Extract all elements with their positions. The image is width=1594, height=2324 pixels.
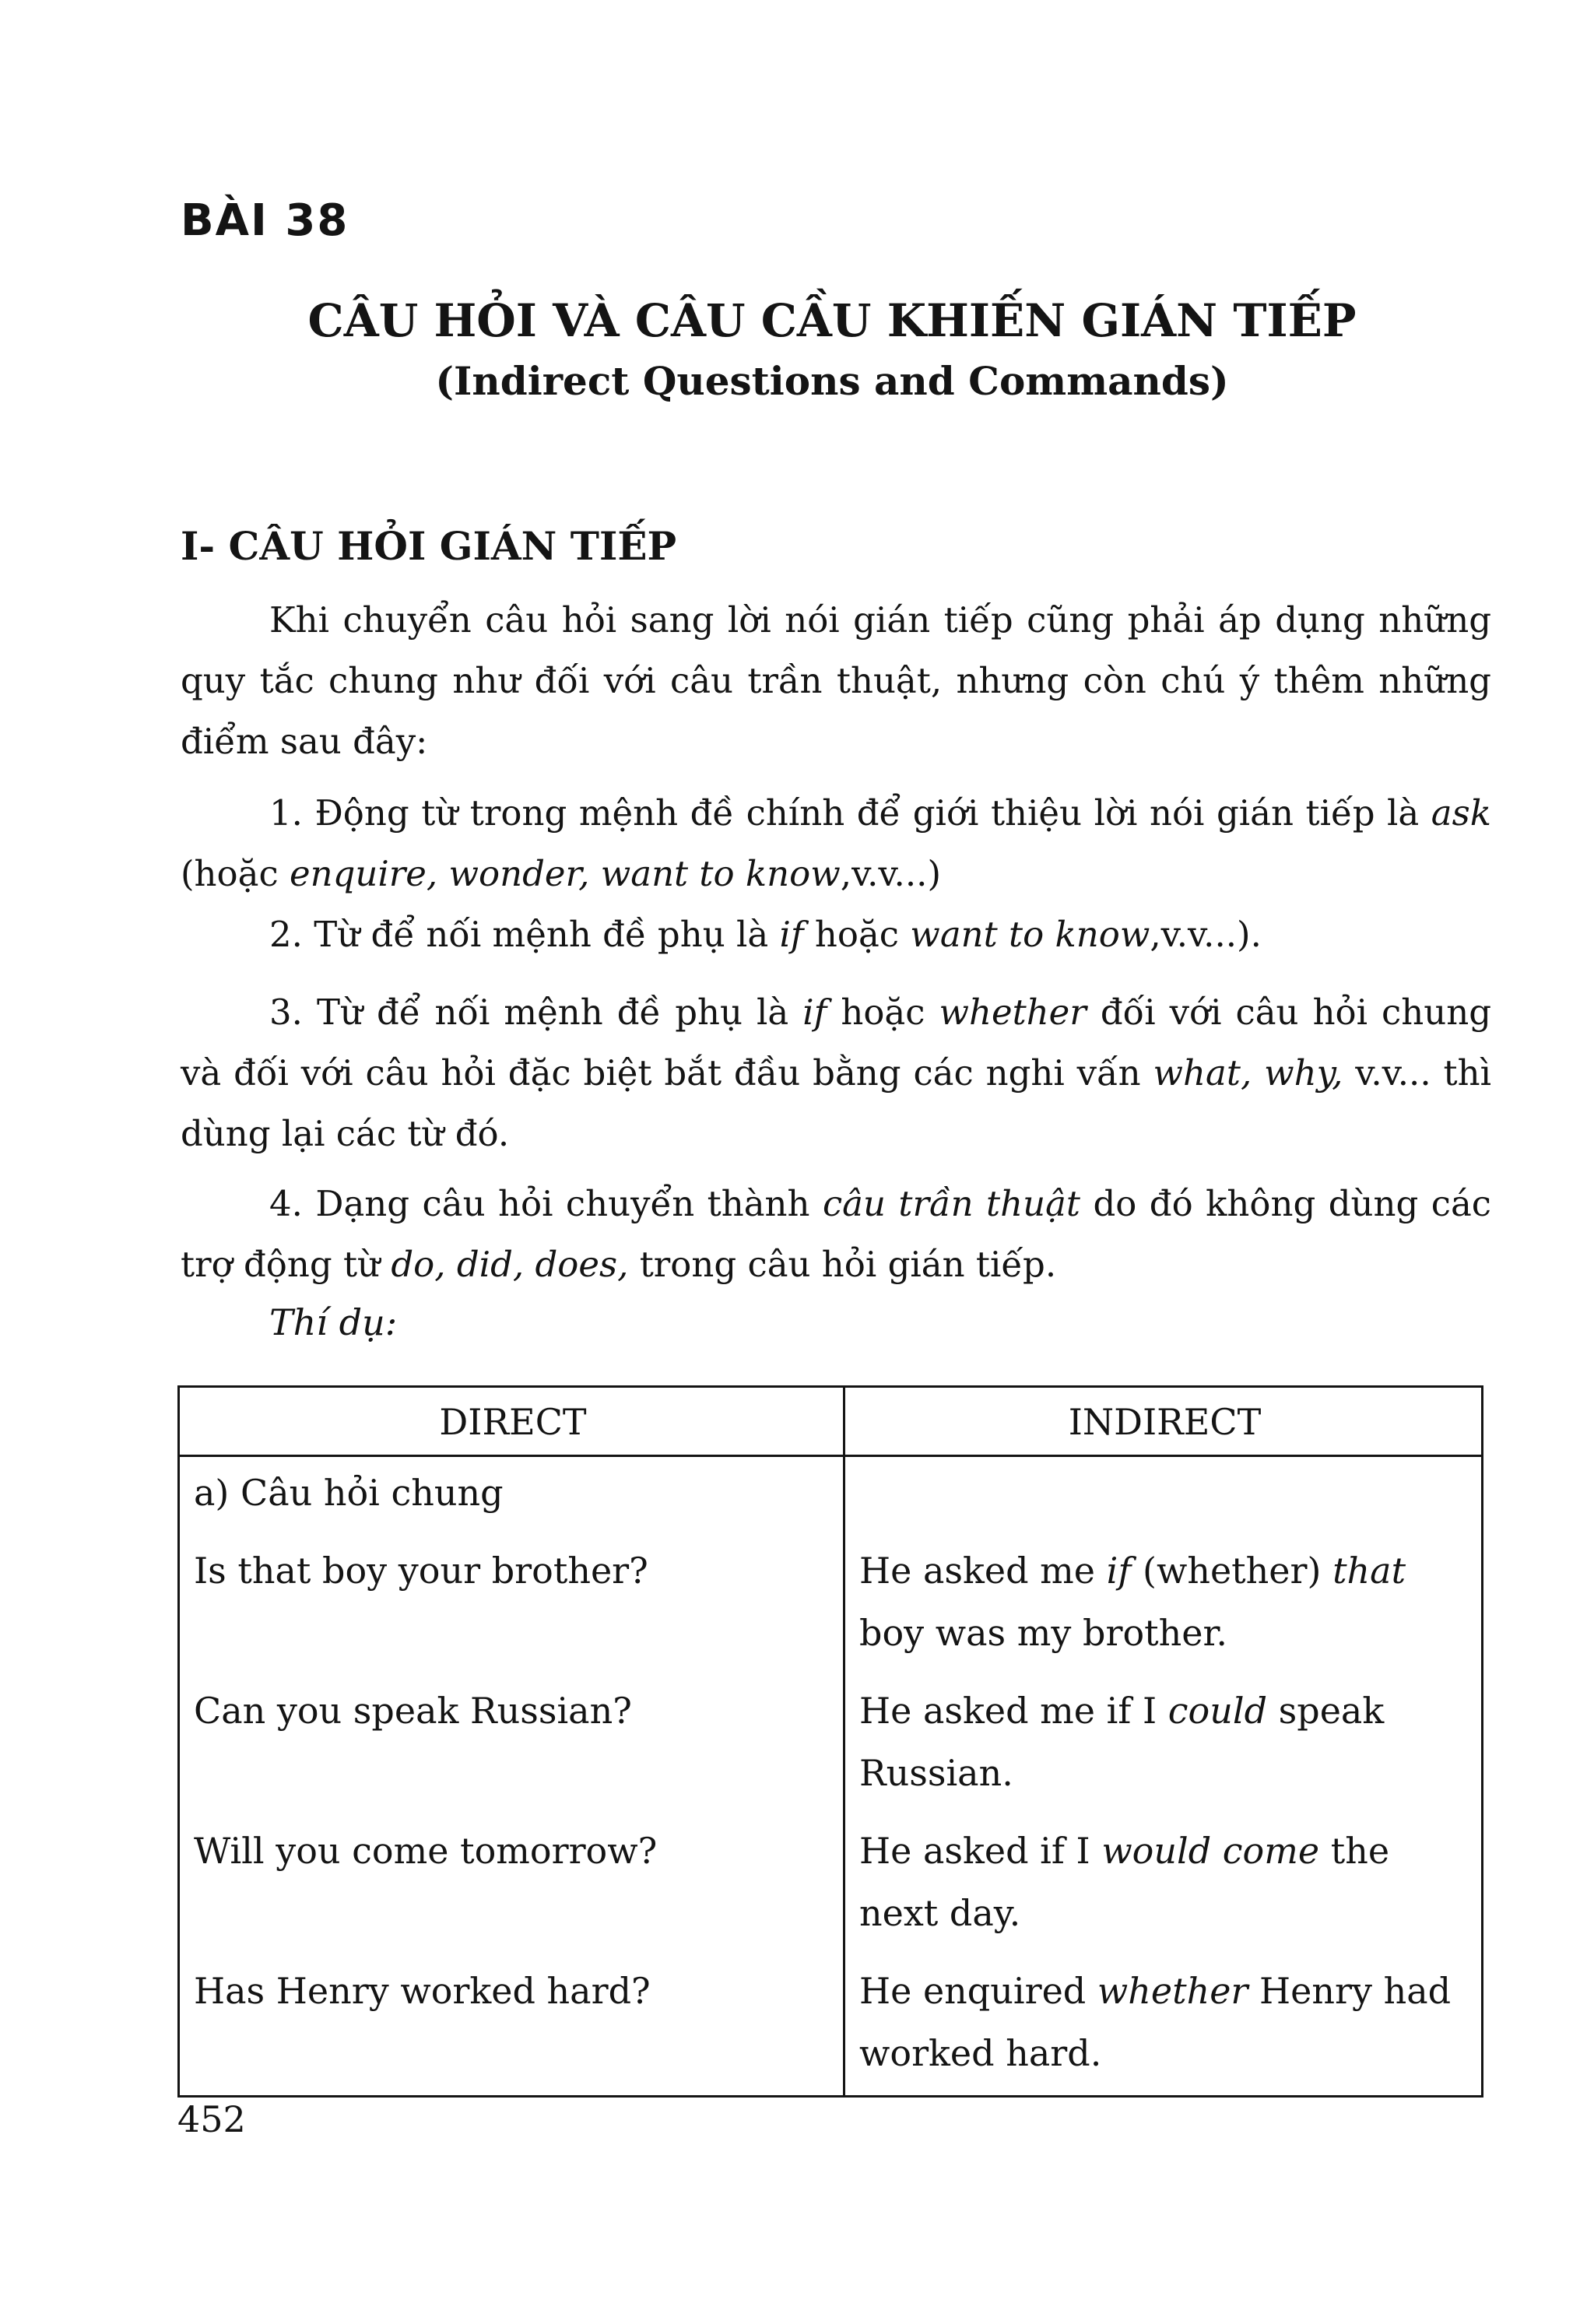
indirect-text: He asked me if I xyxy=(859,1690,1168,1732)
category-empty-cell xyxy=(844,1456,1483,1536)
rule-1-italic-1: ask xyxy=(1431,792,1491,834)
rule-3-prefix: 3. Từ để nối mệnh đề phụ là xyxy=(269,992,803,1033)
table-row xyxy=(179,1535,1483,1675)
rule-2-italic-2: want to know xyxy=(910,914,1150,955)
indirect-italic: would come xyxy=(1101,1830,1320,1872)
lesson-label: BÀI 38 xyxy=(181,195,349,246)
indirect-cell xyxy=(844,1815,1483,1955)
rule-2-prefix: 2. Từ để nối mệnh đề phụ là xyxy=(269,914,780,955)
rule-4 xyxy=(181,1174,1491,1295)
rule-3-italic-3: what, why, xyxy=(1153,1052,1343,1094)
rule-4-prefix: 4. Dạng câu hỏi chuyển thành xyxy=(269,1183,823,1224)
rule-2 xyxy=(181,904,1491,965)
header-direct: DIRECT xyxy=(179,1387,844,1456)
header-indirect: INDIRECT xyxy=(844,1387,1483,1456)
indirect-italic: could xyxy=(1167,1690,1268,1732)
rule-3-italic-2: whether xyxy=(939,992,1087,1033)
page-number: 452 xyxy=(177,2098,246,2140)
rule-1-prefix: 1. Động từ trong mệnh đề chính để giới thiệu lời nói gián tiếp là xyxy=(269,792,1431,834)
indirect-italic: if xyxy=(1106,1550,1132,1592)
rule-4-italic-1: câu trần thuật xyxy=(822,1183,1080,1224)
indirect-text: He enquired xyxy=(859,1970,1097,2012)
section-heading: I- CÂU HỎI GIÁN TIẾP xyxy=(181,523,677,569)
indirect-cell xyxy=(844,1675,1483,1815)
indirect-text: Henry had worked hard. xyxy=(859,1970,1452,2074)
table-row xyxy=(179,1955,1483,2097)
direct-cell: Will you come tomorrow? xyxy=(179,1815,844,1955)
rule-3-suffix: v.v... thì dùng lại các từ đó. xyxy=(181,1052,1492,1154)
table-header-row xyxy=(179,1387,1483,1456)
direct-cell: Can you speak Russian? xyxy=(179,1675,844,1815)
rule-3-mid-2: đối với câu hỏi chung và đối với câu hỏi đặc biệt bắt đầu bằng các nghi vấn xyxy=(181,992,1492,1094)
table-row xyxy=(179,1675,1483,1815)
rule-1-mid: (hoặc xyxy=(181,853,290,894)
direct-cell: Has Henry worked hard? xyxy=(179,1955,844,2097)
rule-3 xyxy=(181,982,1491,1164)
examples-table xyxy=(177,1385,1483,2098)
indirect-text: boy was my brother. xyxy=(859,1612,1228,1654)
intro-paragraph: Khi chuyển câu hỏi sang lời nói gián tiếp cũng phải áp dụng những quy tắc chung như đối với câu trần thuật, nhưng còn chú ý thêm những điểm sau đây: xyxy=(181,599,1491,762)
table-category-row xyxy=(179,1456,1483,1536)
rule-1-suffix: ,v.v...) xyxy=(840,853,942,894)
rule-3-italic-1: if xyxy=(802,992,827,1033)
indirect-text: speak Russian. xyxy=(859,1690,1385,1794)
rule-2-italic-1: if xyxy=(779,914,804,955)
page-subtitle: (Indirect Questions and Commands) xyxy=(435,358,1229,404)
rule-3-mid-1: hoặc xyxy=(827,992,939,1033)
category-label: a) Câu hỏi chung xyxy=(179,1456,844,1536)
indirect-cell xyxy=(844,1955,1483,2097)
direct-cell: Is that boy your brother? xyxy=(179,1535,844,1675)
indirect-text: He asked me xyxy=(859,1550,1107,1592)
indirect-italic: whether xyxy=(1097,1970,1248,2012)
rule-1-italic-2: enquire, wonder, want to know xyxy=(289,853,841,894)
indirect-text: He asked if I xyxy=(859,1830,1102,1872)
rule-2-suffix: ,v.v...). xyxy=(1150,914,1262,955)
indirect-cell xyxy=(844,1535,1483,1675)
indirect-text: the next day. xyxy=(859,1830,1390,1934)
example-label: Thí dụ: xyxy=(269,1301,398,1343)
rule-1 xyxy=(181,783,1491,904)
rule-4-suffix: trong câu hỏi gián tiếp. xyxy=(628,1244,1057,1285)
page-title: CÂU HỎI VÀ CÂU CẦU KHIẾN GIÁN TIẾP xyxy=(307,294,1357,347)
rule-2-mid: hoặc xyxy=(803,914,911,955)
indirect-italic: that xyxy=(1332,1550,1406,1592)
rule-4-italic-2: do, did, does, xyxy=(391,1244,629,1285)
rule-4-mid: do đó không dùng các trợ động từ xyxy=(181,1183,1492,1285)
indirect-text: (whether) xyxy=(1131,1550,1333,1592)
table-row xyxy=(179,1815,1483,1955)
